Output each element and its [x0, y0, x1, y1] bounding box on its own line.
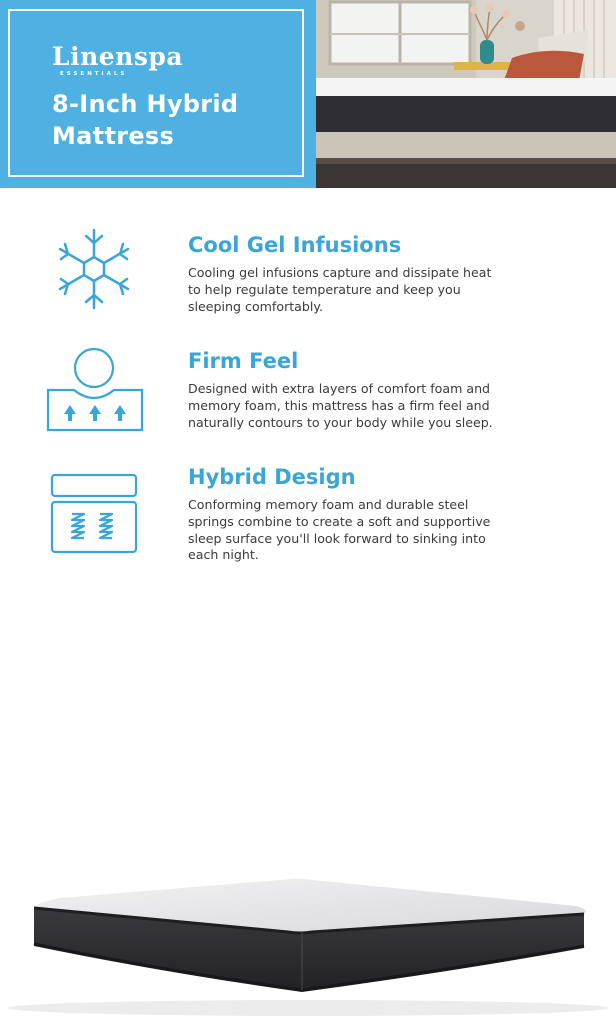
product-title-line1: 8-Inch Hybrid: [52, 90, 239, 118]
feature-title-cool-gel: Cool Gel Infusions: [188, 233, 402, 257]
desc-line: naturally contours to your body while you sleep.: [188, 414, 493, 430]
logo-text: Linenspa: [52, 42, 184, 71]
bedroom-photo: [316, 0, 616, 188]
desc-line: Conforming memory foam and durable steel: [188, 497, 469, 512]
desc-line: to help regulate temperature and keep you: [188, 281, 461, 297]
desc-line: springs combine to create a soft and supportive: [188, 513, 491, 529]
feature-desc-hybrid-design: [188, 497, 568, 564]
hero-banner: [0, 0, 616, 188]
desc-line: sleep surface you'll look forward to sinking into: [188, 530, 486, 546]
firm-feel-icon: [44, 344, 148, 438]
desc-line: Designed with extra layers of comfort foam and: [188, 381, 491, 396]
feature-cool-gel: [0, 222, 616, 322]
feature-title-hybrid-design: Hybrid Design: [188, 465, 356, 489]
feature-hybrid-design: [0, 456, 616, 576]
feature-desc-firm-feel: [188, 381, 568, 431]
brand-panel: [0, 0, 316, 188]
desc-line: sleeping comfortably.: [188, 298, 324, 314]
mattress-illustration: [0, 860, 616, 1020]
bedroom-scene-image: [316, 0, 616, 188]
desc-line: memory foam, this mattress has a firm feel and: [188, 397, 490, 413]
feature-desc-cool-gel: [188, 265, 568, 315]
feature-title-firm-feel: Firm Feel: [188, 349, 299, 373]
product-title: [52, 88, 238, 152]
mattress-product-image: [0, 860, 616, 1020]
logo-subtext: ESSENTIALS: [60, 71, 128, 77]
product-title-line2: Mattress: [52, 122, 175, 150]
desc-line: each night.: [188, 547, 259, 563]
spring-layers-icon: [44, 472, 144, 562]
desc-line: Cooling gel infusions capture and dissipate heat: [188, 265, 492, 280]
feature-firm-feel: [0, 340, 616, 440]
snowflake-icon: [44, 226, 144, 320]
brand-logo: [52, 44, 183, 78]
